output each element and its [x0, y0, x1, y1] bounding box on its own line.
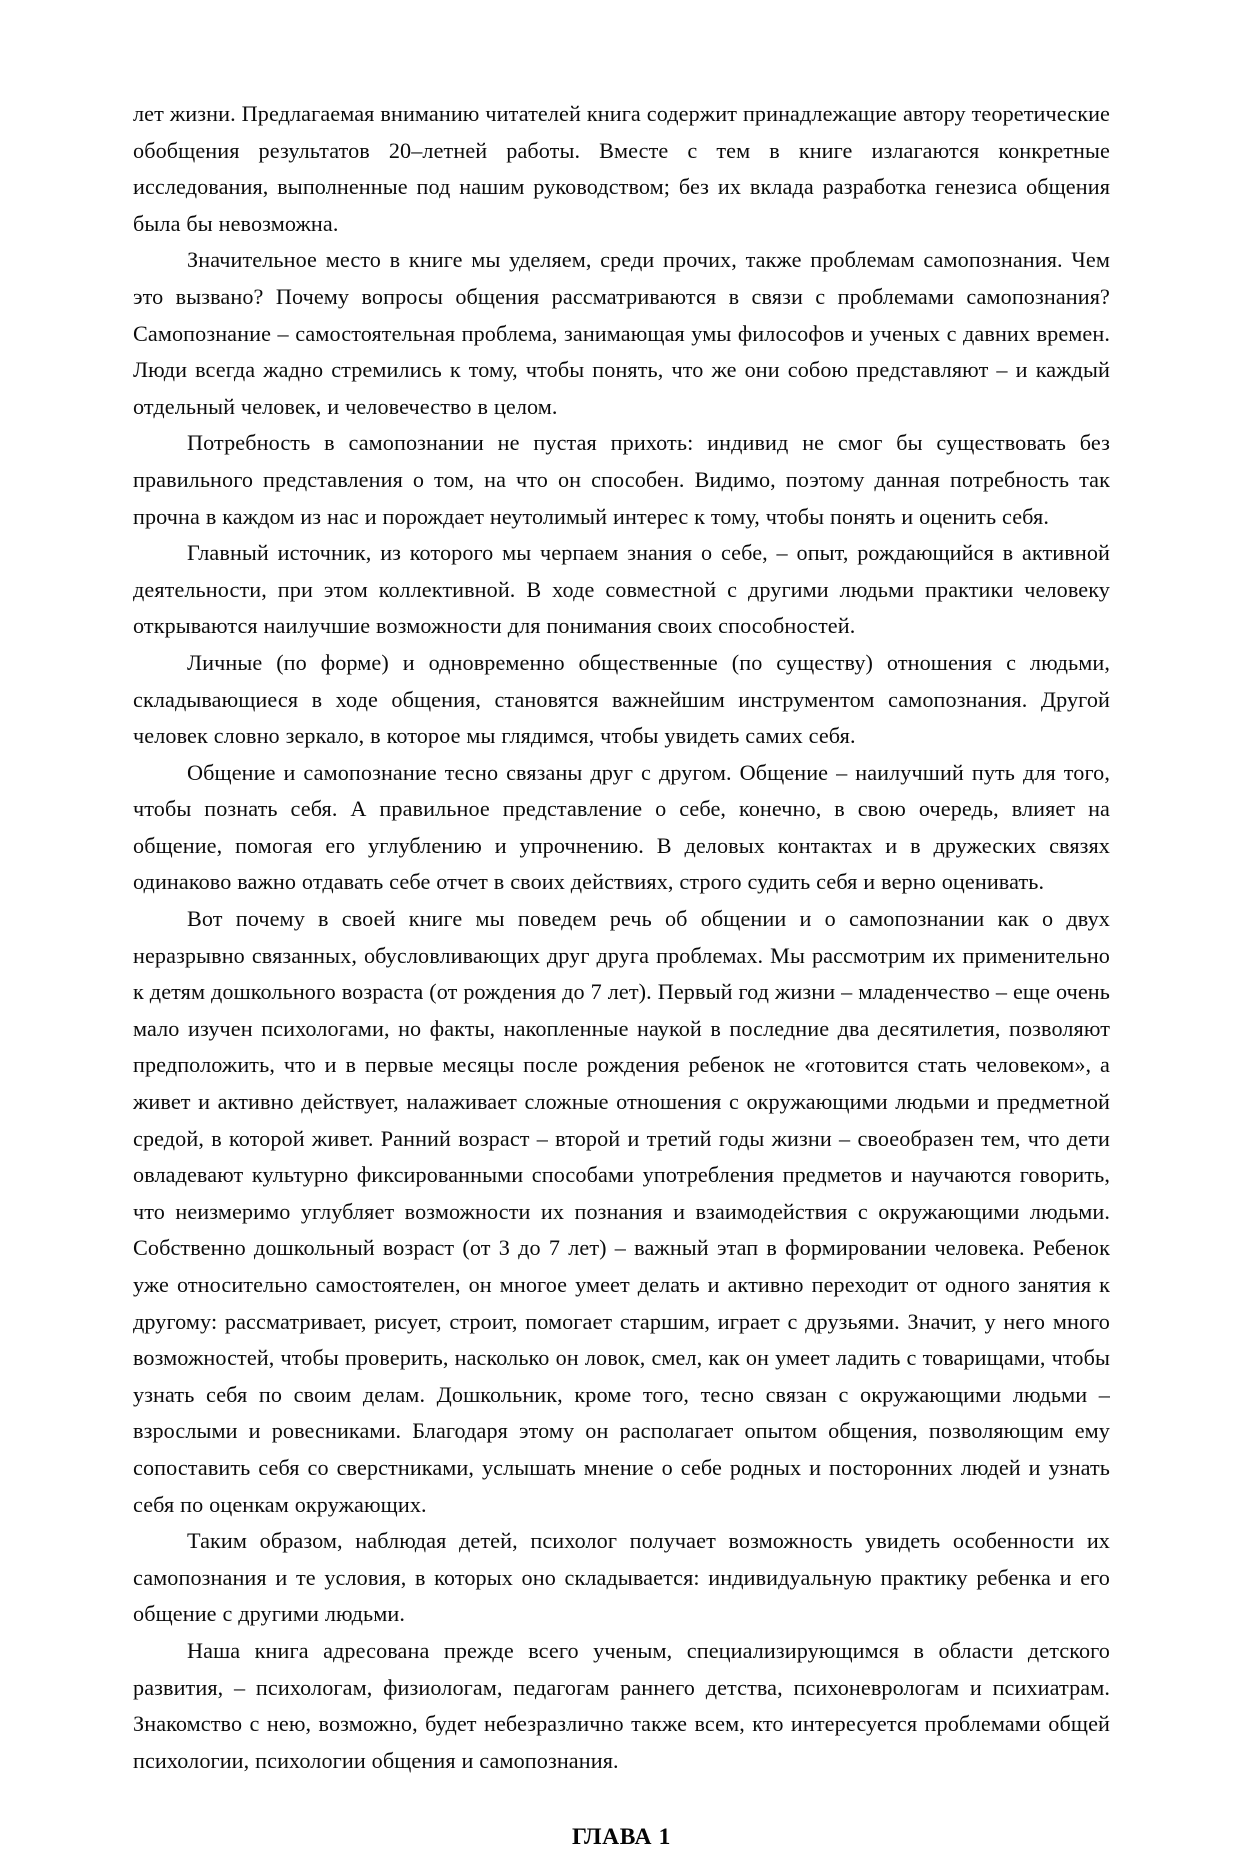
paragraph: Общение и самопознание тесно связаны друг с другом. Общение – наилучший путь для того, чтобы познать себя. А правильное представление о себе, конечно, в свою очередь, влияет на общение, помогая его углублению и упрочнению. В деловых контактах и в дружеских связях одинаково важно отдавать себе отчет в своих действиях, строго судить себя и верно оценивать.	[133, 759, 1110, 895]
paragraph: Таким образом, наблюдая детей, психолог получает возможность увидеть особенности их самопознания и те условия, в которых оно складывается: индивидуальную практику ребенка и его общение с другими людьми.	[133, 1528, 1110, 1627]
paragraph: Значительное место в книге мы уделяем, среди прочих, также проблемам самопознания. Чем это вызвано? Почему вопросы общения рассматриваются в связи с проблемами самопознания? Самопознание – самостоятельная проблема, занимающая умы философов и ученых с давних времен. Люди всегда жадно стремились к тому, чтобы понять, что же они собою представляют – и каждый отдельный человек, и человечество в целом.	[133, 247, 1110, 419]
paragraph: Личные (по форме) и одновременно общественные (по существу) отношения с людьми, складывающиеся в ходе общения, становятся важнейшим инструментом самопознания. Другой человек словно зеркало, в которое мы глядимся, чтобы увидеть самих себя.	[133, 649, 1110, 749]
body-text-column	[133, 96, 1110, 1855]
paragraph: Потребность в самопознании не пустая прихоть: индивид не смог бы существовать без правильного представления о том, на что он способен. Видимо, поэтому данная потребность так прочна в каждом из нас и порождает неутолимый интерес к тому, чтобы понять и оценить себя.	[133, 430, 1110, 529]
paragraph: Наша книга адресована прежде всего ученым, специализирующимся в области детского развития, – психологам, физиологам, педагогам раннего детства, психоневрологам и психиатрам. Знакомство с нею, возможно, будет небезразлично также всем, кто интересуется проблемами общей психологии, психологии общения и самопознания.	[133, 1637, 1110, 1773]
heading-spacer	[133, 1779, 1110, 1819]
paragraph: лет жизни. Предлагаемая вниманию читателей книга содержит принадлежащие автору теоретические обобщения результатов 20–летней работы. Вместе с тем в книге излагаются конкретные исследования, выполненные под нашим руководством; без их вклада разработка генезиса общения была бы невозможна.	[133, 101, 1110, 236]
chapter-heading: ГЛАВА 1	[572, 1824, 671, 1851]
paragraph: Вот почему в своей книге мы поведем речь об общении и о самопознании как о двух неразрывно связанных, обусловливающих друг друга проблемах. Мы рассмотрим их применительно к детям дошкольного возраста (от рождения до 7 лет). Первый год жизни – младенчество – еще очень мало изучен психологами, но факты, накопленные наукой в последние два десятилетия, позволяют предположить, что и в первые месяцы после рождения ребенок не «готовится стать человеком», а живет и активно действует, налаживает сложные отношения с окружающими людьми и предметной средой, в которой живет. Ранний возраст – второй и третий годы жизни – своеобразен тем, что дети овладевают культурно фиксированными способами употребления предметов и научаются говорить, что неизмеримо углубляет возможности их познания и взаимодействия с окружающими людьми. Собственно дошкольный возраст (от 3 до 7 лет) – важный этап в формировании человека. Ребенок уже относительно самостоятелен, он многое умеет делать и активно переходит от одного занятия к другому: рассматривает, рисует, строит, помогает старшим, играет с друзьями. Значит, у него много возможностей, чтобы проверить, насколько он ловок, смел, как он умеет ладить с товарищами, чтобы узнать себя по своим делам. Дошкольник, кроме того, тесно связан с окружающими людьми – взрослыми и ровесниками. Благодаря этому он располагает опытом общения, позволяющим ему сопоставить себя со сверстниками, услышать мнение о себе родных и посторонних людей и узнать себя по оценкам окружающих.	[133, 906, 1110, 1517]
paragraph: Главный источник, из которого мы черпаем знания о себе, – опыт, рождающийся в активной деятельности, при этом коллективной. В ходе совместной с другими людьми практики человеку открываются наилучшие возможности для понимания своих способностей.	[133, 540, 1110, 639]
